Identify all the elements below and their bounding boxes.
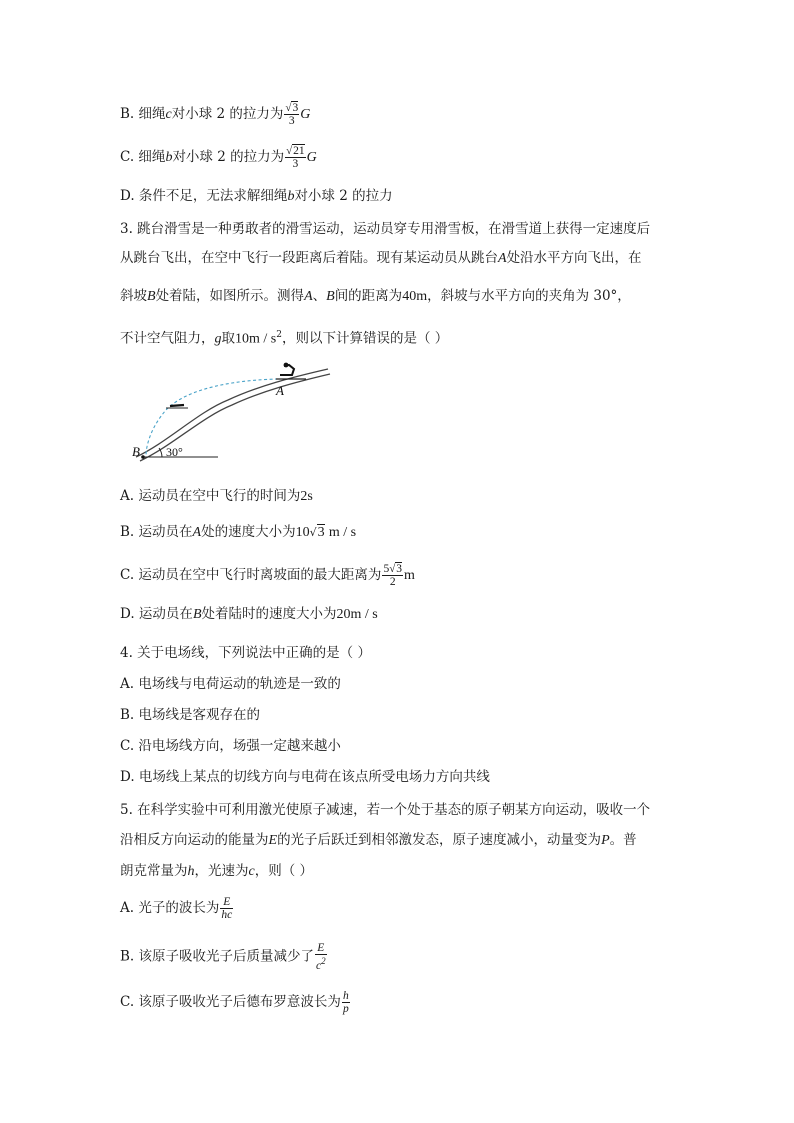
q3-c-fraction: $\frac{5√3}{2}$ [383, 563, 402, 588]
q5-c-fraction: $\frac{h}{p}$ [342, 990, 349, 1015]
point-b-dot [141, 455, 145, 459]
q4-option-b: B. 电场线是客观存在的 [120, 707, 261, 723]
q4-option-d: D. 电场线上某点的切线方向与电荷在该点所受电场力方向共线 [120, 769, 490, 785]
q5-b-fraction: $\frac{E}{c^2}$ [316, 942, 326, 972]
q3-stem-line1: 3. 跳台滑雪是一种勇敢者的滑雪运动，运动员穿专用滑雪板，在滑雪道上获得一定速度后 [120, 221, 651, 237]
q5-stem-line1: 5. 在科学实验中可利用激光使原子减速，若一个处于基态的原子朝某方向运动，吸收一个 [120, 802, 651, 818]
skier-in-flight-icon [166, 405, 188, 408]
q2-option-b: B. 细绳c对小球 2 的拉力为 $\frac{√3}{3}$ G [120, 102, 311, 127]
ski-jump-figure [128, 362, 338, 467]
q2-option-d: D. 条件不足，无法求解细绳b对小球 2 的拉力 [120, 188, 393, 204]
q2-c-fraction: $\frac{√21}{3}$ [286, 145, 305, 170]
q5-a-fraction: $\frac{E}{hc}$ [221, 896, 233, 921]
q4-stem: 4. 关于电场线，下列说法中正确的是（ ） [120, 645, 371, 661]
q3-stem-line4: 不计空气阻力，g取$10m / s^2$，则以下计算错误的是（ ） [120, 330, 449, 347]
label-a: A [276, 383, 284, 398]
q5-option-b: B. 该原子吸收光子后质量减少了 $\frac{E}{c^2}$ [120, 942, 326, 972]
label-angle: 30° [166, 445, 183, 459]
q2-b-fraction: $\frac{√3}{3}$ [285, 102, 299, 127]
q3-option-c: C. 运动员在空中飞行时离坡面的最大距离为 $\frac{5√3}{2}$ m [120, 563, 415, 588]
label-b: B [132, 444, 140, 459]
q3-stem-line2: 从跳台飞出，在空中飞行一段距离后着陆。现有某运动员从跳台A处沿水平方向飞出，在 [120, 250, 642, 266]
q5-option-c: C. 该原子吸收光子后德布罗意波长为 $\frac{h}{p}$ [120, 990, 349, 1015]
q4-option-c: C. 沿电场线方向，场强一定越来越小 [120, 738, 341, 754]
q5-option-a: A. 光子的波长为 $\frac{E}{hc}$ [120, 896, 233, 921]
q5-stem-line2: 沿相反方向运动的能量为E的光子后跃迁到相邻激发态，原子速度减小，动量变为P。普 [120, 832, 637, 848]
q3-option-b: B. 运动员在A处的速度大小为10√3 m / s [120, 524, 357, 540]
q3-option-a: A. 运动员在空中飞行的时间为2s [120, 488, 313, 504]
q3-stem-line3: 斜坡B处着陆，如图所示。测得A、B间的距离为40m，斜坡与水平方向的夹角为 30°， [120, 288, 631, 304]
q3-option-d: D. 运动员在B处着陆时的速度大小为20m / s [120, 606, 378, 622]
skier-at-a-icon [280, 363, 294, 375]
q5-stem-line3: 朗克常量为h，光速为c，则（ ） [120, 863, 314, 879]
q4-option-a: A. 电场线与电荷运动的轨迹是一致的 [120, 676, 341, 692]
q2-option-c: C. 细绳b对小球 2 的拉力为 $\frac{√21}{3}$ G [120, 145, 317, 170]
